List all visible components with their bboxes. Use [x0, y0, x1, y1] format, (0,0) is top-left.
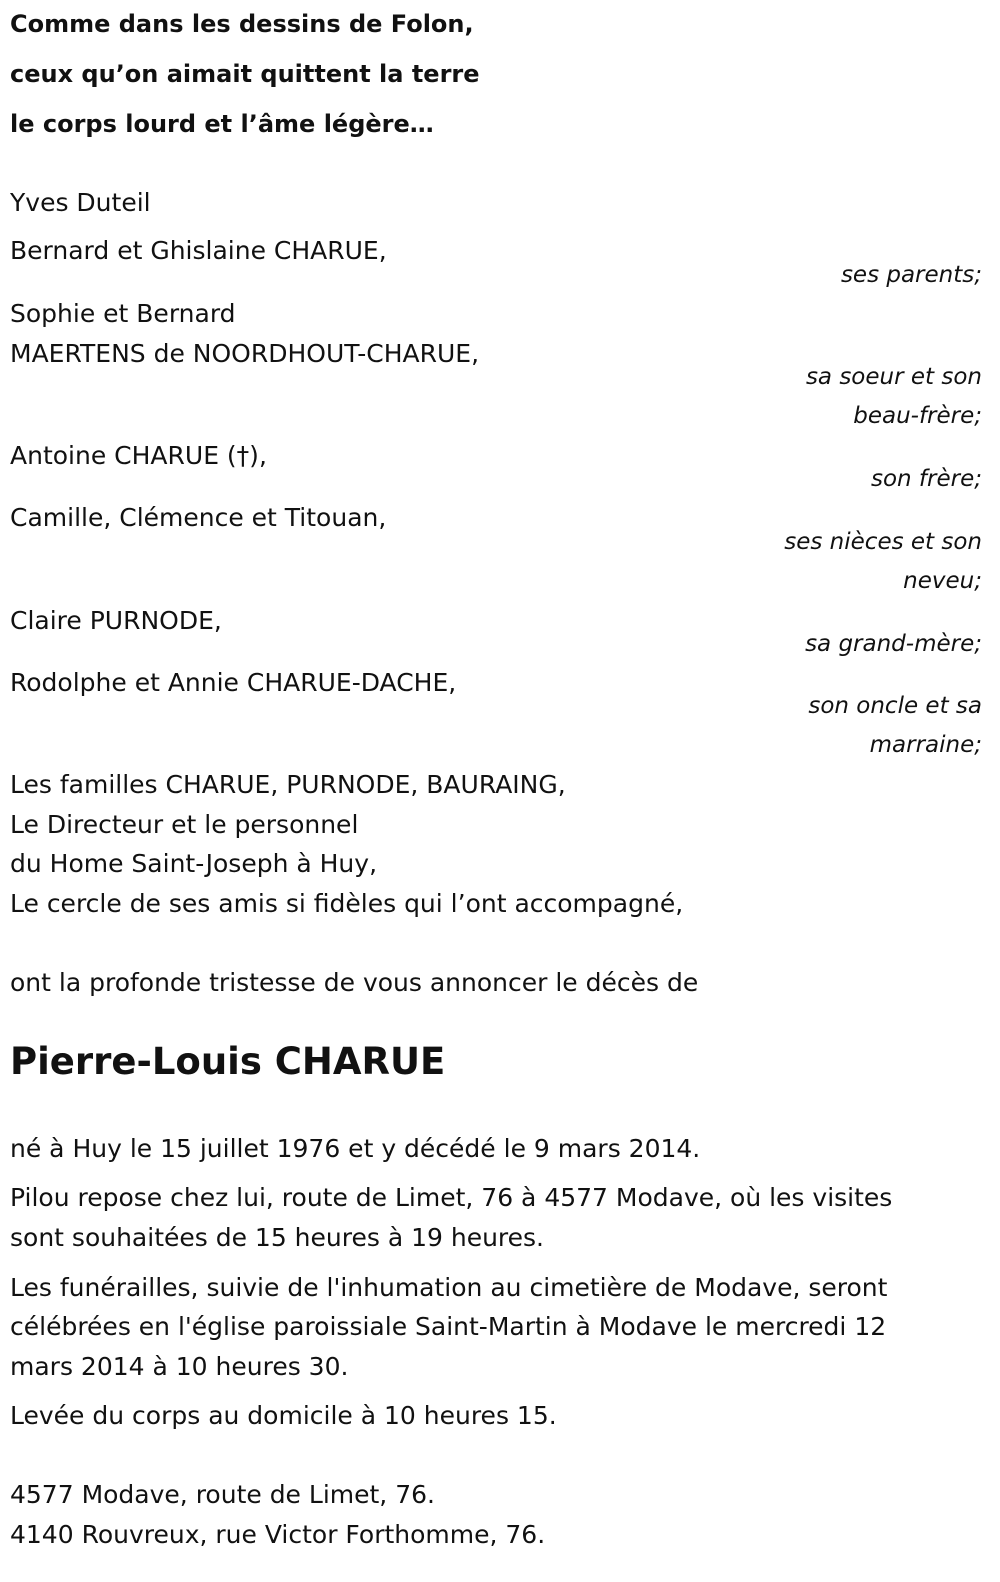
family-sister-role-1: sa soeur et son	[805, 364, 982, 390]
details-line-1: né à Huy le 15 juillet 1976 et y décédé le 9 mars 2014.	[10, 1134, 701, 1163]
family-brother-names: Antoine CHARUE (†),	[10, 441, 267, 470]
details-line-6: mars 2014 à 10 heures 30.	[10, 1352, 349, 1381]
deceased-name: Pierre-Louis CHARUE	[10, 1040, 446, 1083]
poem-author: Yves Duteil	[10, 188, 151, 217]
address-1: 4577 Modave, route de Limet, 76.	[10, 1480, 435, 1509]
details-line-7: Levée du corps au domicile à 10 heures 15.	[10, 1401, 557, 1430]
announcement: ont la profonde tristesse de vous annoncer le décès de	[10, 968, 699, 997]
poem-line-2: ceux qu’on aimait quittent la terre	[10, 60, 480, 88]
family-parents-names: Bernard et Ghislaine CHARUE,	[10, 236, 387, 265]
family-uncle-role-1: son oncle et sa	[808, 693, 982, 719]
poem-line-3: le corps lourd et l’âme légère…	[10, 110, 434, 138]
others-line-3: du Home Saint-Joseph à Huy,	[10, 849, 378, 878]
details-line-2: Pilou repose chez lui, route de Limet, 76 à 4577 Modave, où les visites	[10, 1183, 893, 1212]
family-sister-names-2: MAERTENS de NOORDHOUT-CHARUE,	[10, 339, 480, 368]
family-parents-role: ses parents;	[840, 262, 982, 288]
others-line-4: Le cercle de ses amis si fidèles qui l’ont accompagné,	[10, 889, 684, 918]
family-nieces-role-1: ses nièces et son	[784, 529, 982, 555]
poem-line-1: Comme dans les dessins de Folon,	[10, 10, 474, 38]
family-grandmother-names: Claire PURNODE,	[10, 606, 222, 635]
details-line-4: Les funérailles, suivie de l'inhumation au cimetière de Modave, seront	[10, 1273, 888, 1302]
details-line-3: sont souhaitées de 15 heures à 19 heures.	[10, 1223, 545, 1252]
family-uncle-role-2: marraine;	[869, 732, 982, 758]
family-grandmother-role: sa grand-mère;	[805, 631, 982, 657]
family-nieces-role-2: neveu;	[903, 568, 982, 594]
family-uncle-names: Rodolphe et Annie CHARUE-DACHE,	[10, 668, 457, 697]
family-sister-role-2: beau-frère;	[853, 403, 982, 429]
details-line-5: célébrées en l'église paroissiale Saint-Martin à Modave le mercredi 12	[10, 1312, 887, 1341]
address-2: 4140 Rouvreux, rue Victor Forthomme, 76.	[10, 1520, 546, 1549]
family-brother-role: son frère;	[870, 466, 982, 492]
others-line-2: Le Directeur et le personnel	[10, 810, 359, 839]
family-nieces-names: Camille, Clémence et Titouan,	[10, 503, 387, 532]
family-sister-names-1: Sophie et Bernard	[10, 299, 236, 328]
others-line-1: Les familles CHARUE, PURNODE, BAURAING,	[10, 770, 566, 799]
